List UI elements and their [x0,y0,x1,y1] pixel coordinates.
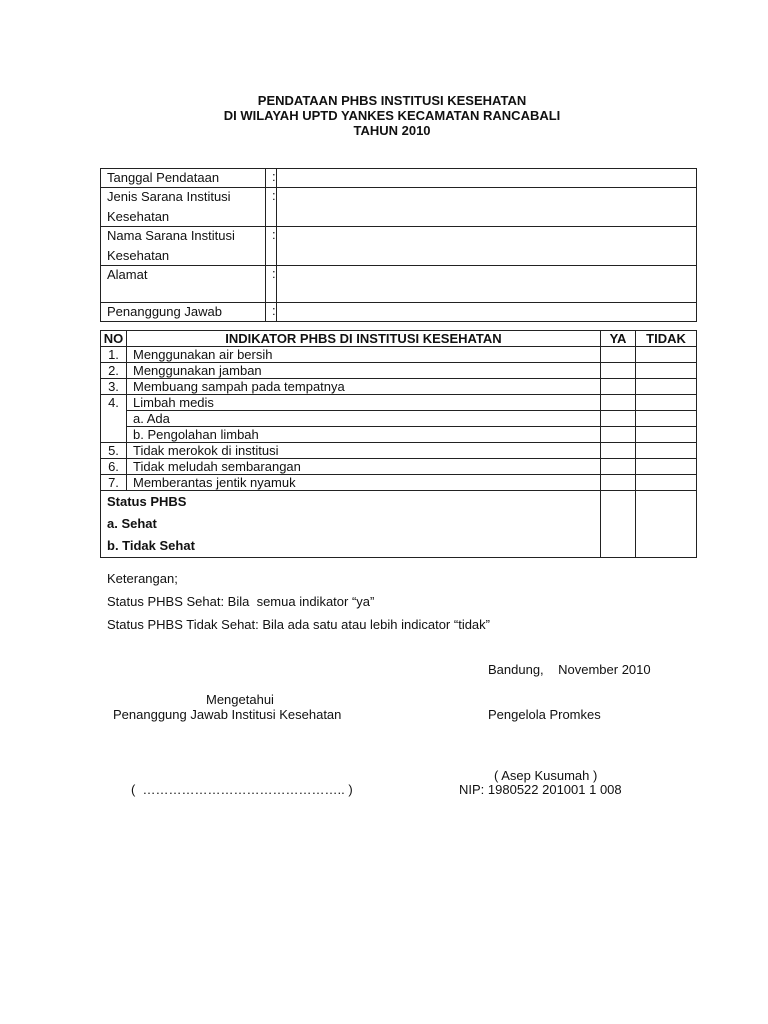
status-option-tidak-sehat: b. Tidak Sehat [107,538,195,553]
row-indicator-text: Tidak meludah sembarangan [127,459,601,475]
info-label-nama-sarana [101,227,266,266]
row-indicator-text: Limbah medis [127,395,601,411]
tidak-checkbox-cell[interactable] [636,363,697,379]
tidak-checkbox-cell[interactable] [636,475,697,491]
ya-checkbox-cell[interactable] [601,347,636,363]
info-label-nama-sarana-line-1: Nama Sarana Institusi [107,228,235,243]
right-signatory-role: Pengelola Promkes [488,707,601,722]
table-row [101,347,697,363]
table-row [101,379,697,395]
table-row [101,411,697,427]
right-signatory-name: ( Asep Kusumah ) [494,768,598,783]
form-title-line-1: PENDATAAN PHBS INSTITUSI KESEHATAN [257,93,527,108]
info-value-penanggung-jawab[interactable] [276,303,696,322]
info-row-nama-sarana [101,227,697,266]
info-colon: : [266,188,277,227]
row-number [101,411,127,427]
info-row-penanggung-jawab [101,303,697,322]
row-indicator-text: Menggunakan air bersih [127,347,601,363]
table-row [101,427,697,443]
known-by-label: Mengetahui [206,692,274,707]
indicator-table [100,330,697,558]
info-label-alamat: Alamat [101,266,266,303]
tidak-checkbox-cell[interactable] [636,443,697,459]
tidak-checkbox-cell[interactable] [636,427,697,443]
right-signatory-nip: NIP: 1980522 201001 1 008 [459,782,622,797]
indicator-table-header [101,331,697,347]
info-colon: : [266,266,277,303]
row-indicator-text: Menggunakan jamban [127,363,601,379]
info-row-tanggal [101,169,697,188]
info-row-jenis-sarana [101,188,697,227]
info-label-jenis-sarana-line-1: Jenis Sarana Institusi [107,189,231,204]
header-ya: YA [601,331,636,347]
row-indicator-text: Memberantas jentik nyamuk [127,475,601,491]
status-phbs-cell [101,491,601,558]
row-number: 5. [101,443,127,459]
header-indicator: INDIKATOR PHBS DI INSTITUSI KESEHATAN [127,331,601,347]
tidak-checkbox-cell[interactable] [636,395,697,411]
tidak-checkbox-cell[interactable] [636,379,697,395]
ya-checkbox-cell[interactable] [601,443,636,459]
info-value-jenis-sarana[interactable] [276,188,696,227]
ya-checkbox-cell[interactable] [601,379,636,395]
info-colon: : [266,169,277,188]
form-title-line-2: DI WILAYAH UPTD YANKES KECAMATAN RANCABALI [223,108,561,123]
left-signatory-name-blank: ( ……………………………………….. ) [131,782,353,797]
row-indicator-text: Tidak merokok di institusi [127,443,601,459]
row-number: 4. [101,395,127,411]
row-number: 3. [101,379,127,395]
info-colon: : [266,227,277,266]
status-phbs-title: Status PHBS [107,494,187,509]
table-row [101,363,697,379]
row-number: 1. [101,347,127,363]
info-row-alamat [101,266,697,303]
table-row [101,395,697,411]
institution-info-form [100,168,697,322]
header-tidak: TIDAK [636,331,697,347]
tidak-checkbox-cell[interactable] [636,347,697,363]
info-label-jenis-sarana-line-2: Kesehatan [107,209,170,224]
table-row [101,475,697,491]
row-number: 6. [101,459,127,475]
row-number: 7. [101,475,127,491]
notes-line-sehat: Status PHBS Sehat: Bila semua indikator “ya” [107,594,375,609]
tidak-checkbox-cell[interactable] [636,459,697,475]
info-value-alamat[interactable] [276,266,696,303]
header-no: NO [101,331,127,347]
info-label-nama-sarana-line-2: Kesehatan [107,248,170,263]
notes-heading: Keterangan; [107,571,178,586]
row-number: 2. [101,363,127,379]
row-indicator-text: Membuang sampah pada tempatnya [127,379,601,395]
ya-checkbox-cell[interactable] [601,427,636,443]
ya-checkbox-cell[interactable] [601,475,636,491]
info-label-tanggal: Tanggal Pendataan [101,169,266,188]
row-indicator-text: b. Pengolahan limbah [127,427,601,443]
status-tidak-cell[interactable] [636,491,697,558]
info-value-nama-sarana[interactable] [276,227,696,266]
row-number [101,427,127,443]
ya-checkbox-cell[interactable] [601,459,636,475]
notes-line-tidak-sehat: Status PHBS Tidak Sehat: Bila ada satu atau lebih indicator “tidak” [107,617,490,632]
info-label-penanggung-jawab: Penanggung Jawab [101,303,266,322]
table-row [101,459,697,475]
left-signatory-role: Penanggung Jawab Institusi Kesehatan [113,707,342,722]
info-label-jenis-sarana [101,188,266,227]
ya-checkbox-cell[interactable] [601,395,636,411]
ya-checkbox-cell[interactable] [601,363,636,379]
ya-checkbox-cell[interactable] [601,411,636,427]
place-and-date: Bandung, November 2010 [488,662,651,677]
tidak-checkbox-cell[interactable] [636,411,697,427]
table-row [101,443,697,459]
status-ya-cell[interactable] [601,491,636,558]
status-option-sehat: a. Sehat [107,516,157,531]
info-colon: : [266,303,277,322]
status-row [101,491,697,558]
row-indicator-text: a. Ada [127,411,601,427]
form-title-line-3: TAHUN 2010 [353,123,431,138]
info-value-tanggal[interactable] [276,169,696,188]
